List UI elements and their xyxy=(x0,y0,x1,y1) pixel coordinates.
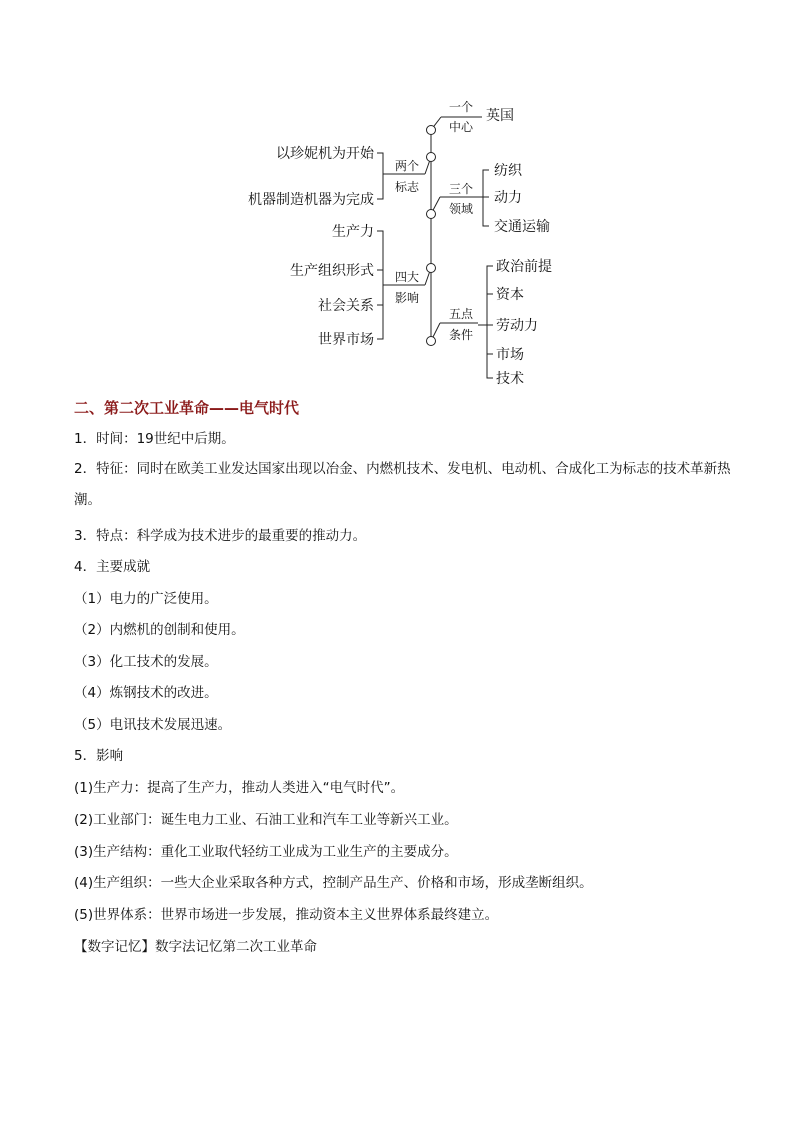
symbols-label-top: 两个 xyxy=(394,159,420,173)
node-conditions xyxy=(427,337,436,346)
center-label-top: 一个 xyxy=(448,100,474,114)
node-center xyxy=(427,126,436,135)
fields-item-2: 动力 xyxy=(494,190,522,206)
center-item: 英国 xyxy=(486,108,514,124)
symbols-item-1: 以珍妮机为开始 xyxy=(276,146,374,162)
conditions-item-3: 劳动力 xyxy=(496,318,538,334)
fields-label-bottom: 领域 xyxy=(448,202,474,216)
item-impact-2: (2)工业部门：诞生电力工业、石油工业和汽车工业等新兴工业。 xyxy=(74,812,458,828)
item-impact-heading: 5．影响 xyxy=(74,748,124,764)
item-feature: 2．特征：同时在欧美工业发达国家出现以冶金、内燃机技术、发电机、电动机、合成化工为标志的技术革新热潮。 xyxy=(74,461,731,508)
item-achievement-4: （4）炼钢技术的改进。 xyxy=(74,685,218,701)
impacts-bracket xyxy=(377,231,388,339)
conditions-bracket xyxy=(478,266,493,378)
item-characteristic: 3．特点：科学成为技术进步的最重要的推动力。 xyxy=(74,528,367,544)
item-impact-3: (3)生产结构：重化工业取代轻纺工业成为工业生产的主要成分。 xyxy=(74,844,458,860)
item-achievement-1: （1）电力的广泛使用。 xyxy=(74,591,218,607)
conditions-item-1: 政治前提 xyxy=(496,259,552,275)
item-achievement-2: （2）内燃机的创制和使用。 xyxy=(74,622,245,638)
node-symbols xyxy=(427,153,436,162)
impacts-item-4: 世界市场 xyxy=(318,332,374,348)
item-achievement-3: （3）化工技术的发展。 xyxy=(74,654,218,670)
symbols-bracket xyxy=(377,153,388,199)
conditions-item-2: 资本 xyxy=(496,287,524,303)
item-impact-5: (5)世界体系：世界市场进一步发展，推动资本主义世界体系最终建立。 xyxy=(74,907,499,923)
fields-bracket xyxy=(478,170,489,226)
impacts-item-3: 社会关系 xyxy=(318,298,374,314)
node-impacts xyxy=(427,264,436,273)
symbols-item-2: 机器制造机器为完成 xyxy=(248,192,374,208)
fields-item-1: 纺织 xyxy=(494,163,522,179)
item-impact-1: (1)生产力：提高了生产力，推动人类进入“电气时代”。 xyxy=(74,780,405,796)
impacts-label-top: 四大 xyxy=(394,270,420,284)
node-fields xyxy=(427,210,436,219)
conditions-label-top: 五点 xyxy=(448,307,474,321)
conditions-item-4: 市场 xyxy=(496,347,524,363)
impacts-item-1: 生产力 xyxy=(332,224,374,240)
symbols-label-bottom: 标志 xyxy=(394,180,420,194)
item-impact-4: (4)生产组织：一些大企业采取各种方式，控制产品生产、价格和市场，形成垄断组织。 xyxy=(74,875,593,891)
center-label-bottom: 中心 xyxy=(448,120,474,134)
impacts-label-bottom: 影响 xyxy=(394,291,420,305)
section-title: 二、第二次工业革命——电气时代 xyxy=(74,399,300,417)
fields-label-top: 三个 xyxy=(448,182,474,196)
conditions-item-5: 技术 xyxy=(496,371,524,387)
item-number-memory: 【数字记忆】数字法记忆第二次工业革命 xyxy=(74,939,317,955)
item-time: 1．时间：19世纪中后期。 xyxy=(74,431,235,447)
item-achievements-heading: 4．主要成就 xyxy=(74,559,151,575)
impacts-item-2: 生产组织形式 xyxy=(290,263,374,279)
conditions-label-bottom: 条件 xyxy=(448,328,474,342)
item-achievement-5: （5）电讯技术发展迅速。 xyxy=(74,717,232,733)
fields-item-3: 交通运输 xyxy=(494,219,550,235)
industrial-revolution-mind-map xyxy=(0,0,794,395)
